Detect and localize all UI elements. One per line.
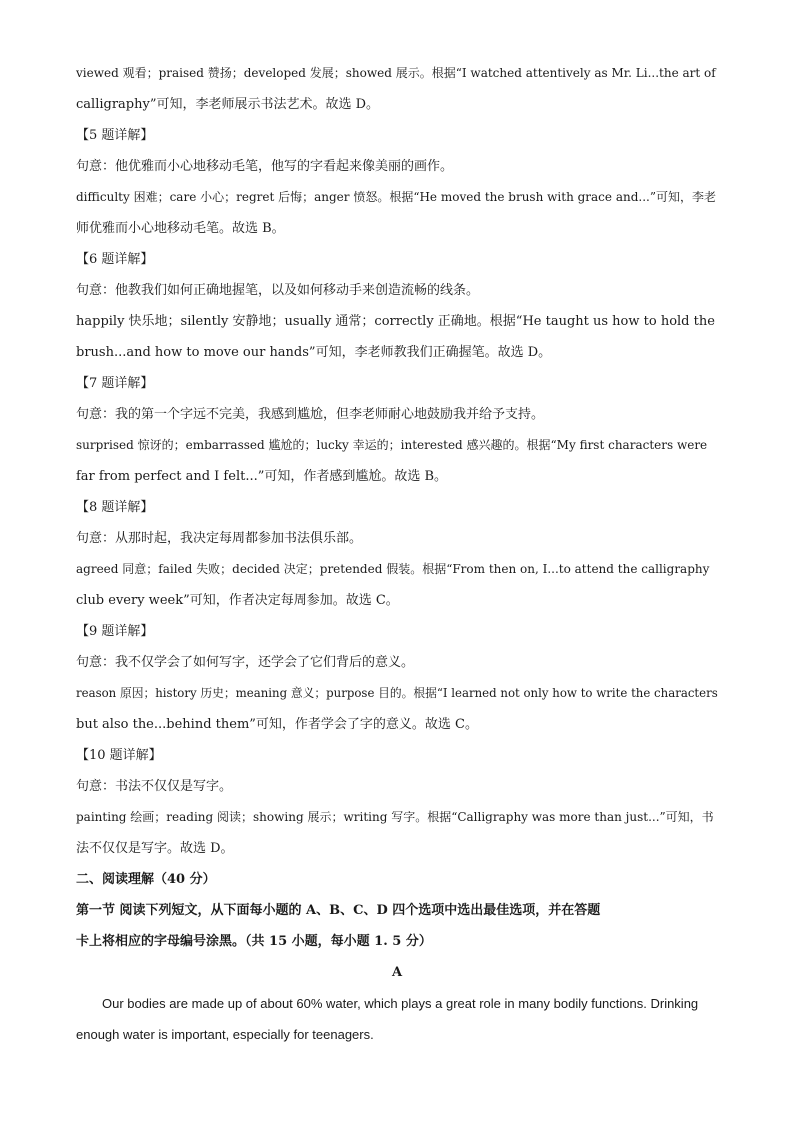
- text-line: far from perfect and I felt...”可知，作者感到尴尬。故选 B。: [76, 469, 448, 484]
- text-line: 句意：我不仅学会了如何写字，还学会了它们背后的意义。: [76, 655, 415, 670]
- section-instruction: 第一节 阅读下列短文，从下面每小题的 A、B、C、D 四个选项中选出最佳选项，并在答题: [76, 903, 601, 918]
- text-line: reason 原因；history 历史；meaning 意义；purpose 目的。根据“I learned not only how to write the characters: [76, 686, 718, 700]
- text-line: surprised 惊讶的；embarrassed 尴尬的；lucky 幸运的；interested 感兴趣的。根据“My first characters were: [76, 438, 708, 452]
- section-instruction: 卡上将相应的字母编号涂黑。（共 15 小题，每小题 1. 5 分）: [76, 934, 432, 949]
- text-line: difficulty 困难；care 小心；regret 后悔；anger 愤怒。根据“He moved the brush with grace and...”可知，李老: [76, 190, 716, 204]
- text-line: 法不仅仅是写字。故选 D。: [76, 841, 234, 856]
- text-line: 句意：我的第一个字远不完美，我感到尴尬，但李老师耐心地鼓励我并给予支持。: [76, 407, 545, 422]
- text-line: brush...and how to move our hands”可知，李老师教我们正确握笔。故选 D。: [76, 345, 552, 360]
- section-title: 二、阅读理解（40 分）: [76, 872, 216, 887]
- passage-label: A: [391, 965, 403, 980]
- question-heading: 【5 题详解】: [76, 128, 154, 143]
- text-line: 句意：他优雅而小心地移动毛笔，他写的字看起来像美丽的画作。: [76, 159, 454, 174]
- text-line: calligraphy”可知，李老师展示书法艺术。故选 D。: [76, 97, 380, 112]
- text-line: viewed 观看；praised 赞扬；developed 发展；showed 展示。根据“I watched attentively as Mr. Li...the art of: [76, 66, 716, 80]
- question-heading: 【6 题详解】: [76, 252, 154, 267]
- passage-text: Our bodies are made up of about 60% water, which plays a great role in many bodily functions. Drinking: [102, 996, 699, 1011]
- text-line: 师优雅而小心地移动毛笔。故选 B。: [76, 221, 285, 236]
- text-line: agreed 同意；failed 失败；decided 决定；pretended 假装。根据“From then on, I...to attend the calligraphy: [76, 562, 710, 576]
- text-line: but also the...behind them”可知，作者学会了字的意义。故选 C。: [76, 717, 478, 732]
- text-line: club every week”可知，作者决定每周参加。故选 C。: [76, 593, 399, 608]
- text-line: happily 快乐地；silently 安静地；usually 通常；correctly 正确地。根据“He taught us how to hold the: [76, 314, 715, 329]
- text-line: 句意：书法不仅仅是写字。: [76, 779, 233, 794]
- text-line: 句意：从那时起，我决定每周都参加书法俱乐部。: [76, 531, 363, 546]
- question-heading: 【8 题详解】: [76, 500, 154, 515]
- question-heading: 【7 题详解】: [76, 376, 154, 391]
- text-line: 句意：他教我们如何正确地握笔，以及如何移动手来创造流畅的线条。: [76, 283, 480, 298]
- passage-text: enough water is important, especially for teenagers.: [76, 1027, 374, 1042]
- document-page: [76, 58, 718, 1050]
- text-line: painting 绘画；reading 阅读；showing 展示；writing 写字。根据“Calligraphy was more than just...”可知，书: [76, 810, 714, 824]
- question-heading: 【10 题详解】: [76, 748, 162, 763]
- question-heading: 【9 题详解】: [76, 624, 154, 639]
